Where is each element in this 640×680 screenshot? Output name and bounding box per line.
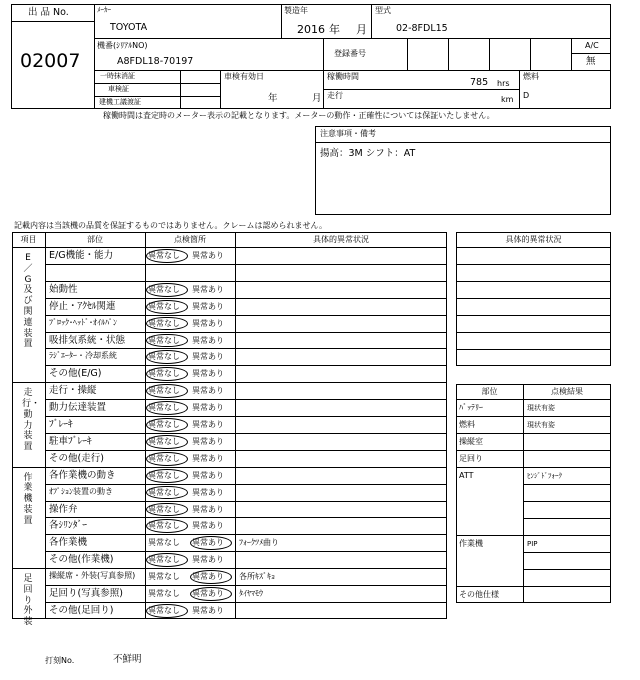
selected-status-circle [146,418,188,432]
section-title: 走行・動力装置 [22,388,41,453]
status-abnormal: 異常あり [192,504,224,514]
selected-status-circle [146,435,188,449]
table-row-part: ﾗｼﾞｴｰﾀｰ・冷却系統 [49,351,117,361]
status-normal: 異常なし [148,605,180,615]
table-row-part: ﾌﾞﾚｰｷ [49,419,73,430]
result-row-part: 作業機 [459,539,483,548]
result-header-part: 部位 [481,387,498,396]
registration-label: 登録番号 [334,49,366,58]
table-row-part: 吸排気系統・状態 [49,334,126,346]
status-normal: 異常なし [148,420,180,429]
table-row-part: 走行・操縦 [49,385,97,397]
result-row-value: 現状有姿 [527,421,555,429]
month-unit: 月 [356,23,367,36]
table-row-part: その他(走行) [49,452,104,464]
status-abnormal: 異常あり [192,386,224,396]
status-normal: 異常なし [148,352,180,362]
ac-value: 無 [586,56,596,67]
serial-label: 機番(ｼﾘｱﾙNO) [97,41,148,50]
status-normal: 異常なし [148,504,180,514]
status-abnormal: 異常あり [192,538,224,548]
stamp-number-value: 不鮮明 [113,654,142,665]
table-row-detail: ﾀｲﾔﾏﾓｳ [239,589,263,598]
table-row-part: その他(足回り) [49,604,114,616]
selected-status-circle [146,401,188,415]
status-normal: 異常なし [148,453,180,463]
maker: TOYOTA [110,22,148,33]
table-row-part: 始動性 [49,283,78,295]
status-normal: 異常なし [148,403,180,413]
table-header-1: 部位 [87,235,103,244]
selected-status-circle [146,553,188,567]
model: 02-8FDL15 [396,23,448,34]
table-row-part: 停止・ｱｸｾﾙ関連 [49,300,116,312]
table-row-detail: ﾌｫｰｸﾂﾒ曲り [239,538,279,548]
status-abnormal: 異常あり [192,284,224,294]
selected-status-circle [146,469,188,483]
status-normal: 異常なし [148,251,180,260]
section-title: 足回り外装 [23,574,33,628]
selected-status-circle [146,452,188,466]
status-normal: 異常なし [148,572,180,582]
cert-label-2: 車検証 [108,85,129,93]
status-abnormal: 異常あり [192,521,224,531]
status-normal: 異常なし [148,487,180,497]
inspection-label: 車検有効日 [224,72,264,81]
lot-number-label: 出 品 No. [28,7,69,18]
status-abnormal: 異常あり [192,453,224,463]
remarks-label: 注意事項・備考 [320,129,376,138]
year-unit: 年 [329,23,340,36]
selected-status-circle [146,283,188,297]
status-abnormal: 異常あり [192,420,224,429]
status-abnormal: 異常あり [192,436,224,446]
status-normal: 異常なし [148,538,180,548]
model-label: 型式 [375,6,391,15]
fuel-label: 燃料 [523,72,539,81]
table-row-part: ｵﾌﾟｼｮﾝ装置の動き [49,486,113,496]
result-header-result: 点検結果 [551,387,583,396]
table-row-detail: 各所ｷｽﾞｷｮ [239,572,275,582]
status-abnormal: 異常あり [192,572,224,582]
section-title: E／G及び関連装置 [23,253,33,350]
status-abnormal: 異常あり [192,318,224,328]
selected-status-circle [146,604,188,618]
serial: A8FDL18-70197 [117,56,194,67]
result-row-value: PIP [527,540,538,548]
table-row-part: 足回り(写真参照) [49,588,123,599]
selected-status-circle [146,300,188,314]
result-row-part: ATT [459,471,474,480]
result-row-part: 燃料 [459,420,475,429]
year-label: 製造年 [284,6,308,15]
hours: 785 [470,77,489,88]
table-row-part: 動力伝達装置 [49,402,107,414]
fuel: D [523,91,530,100]
table-row-part: 各作業機 [49,537,88,549]
table-header-2: 点検箇所 [174,235,206,244]
selected-status-circle [146,384,188,398]
table-row-part: 操縦席・外装(写真参照) [49,571,136,581]
selected-status-circle [190,570,232,584]
table-row-part: 駐車ﾌﾞﾚｰｷ [49,435,92,447]
status-normal: 異常なし [148,284,180,294]
status-abnormal: 異常あり [192,605,224,615]
remarks-text: 揚高：3M シフト：AT [320,148,416,159]
km-label: 走行 [327,91,343,100]
table-row-part: その他(作業機) [49,554,114,566]
status-abnormal: 異常あり [192,555,224,565]
inspection-year-unit: 年 [268,93,278,104]
selected-status-circle [190,587,232,601]
table-row-part: 各ｼﾘﾝﾀﾞｰ [49,520,88,532]
status-abnormal: 異常あり [192,403,224,413]
remarks-box [315,126,611,215]
result-row-part: ﾊﾞｯﾃﾘｰ [459,403,483,412]
status-normal: 異常なし [148,555,180,565]
table-row-part: 操作弁 [49,503,78,515]
result-row-part: 足回り [459,454,483,463]
status-abnormal: 異常あり [192,251,224,260]
status-normal: 異常なし [148,521,180,531]
status-normal: 異常なし [148,318,180,328]
hours-notice: 稼働時間は査定時のメーター表示の記載となります。メーターの動作・正確性については保証いたしません。 [103,111,495,120]
ac-label: A/C [585,41,599,50]
result-row-value: ﾋﾝｼﾞﾄﾞﾌｫｰｸ [527,472,562,480]
table-header-0: 項目 [20,235,37,244]
cert-label-1: 一時抹消証 [100,72,135,80]
side-table-header: 具体的異常状況 [505,235,562,244]
result-row-value: 現状有姿 [527,404,555,412]
hours-unit: hrs [497,79,510,88]
status-normal: 異常なし [148,335,180,345]
status-abnormal: 異常あり [192,589,224,598]
status-normal: 異常なし [148,386,180,396]
status-normal: 異常なし [148,470,180,480]
stamp-number-label: 打刻No. [45,656,75,665]
status-normal: 異常なし [148,301,180,311]
table-row-part: その他(E/G) [49,368,102,380]
year: 2016 [297,23,325,36]
status-normal: 異常なし [148,436,180,446]
status-abnormal: 異常あり [192,470,224,480]
section-title: 作業機装置 [23,472,33,526]
status-abnormal: 異常あり [192,352,224,362]
result-row-part: その他仕様 [459,590,499,599]
status-normal: 異常なし [148,589,180,598]
km-unit: km [501,95,514,104]
header-block [11,4,611,109]
hours-label: 稼働時間 [327,72,359,81]
status-abnormal: 異常あり [192,369,224,379]
table-row-part: ﾌﾞﾛｯｸ･ﾍｯﾄﾞ･ｵｲﾙﾊﾟﾝ [49,317,117,327]
result-row-part: 操縦室 [459,437,483,446]
status-abnormal: 異常あり [192,301,224,311]
disclaimer: 記載内容は当該機の品質を保証するものではありません。クレームは認められません。 [14,221,327,230]
status-abnormal: 異常あり [192,335,224,345]
inspection-month-unit: 月 [312,93,322,104]
status-abnormal: 異常あり [192,487,224,497]
maker-label: ﾒｰｶｰ [97,6,111,14]
table-row-part: 各作業機の動き [49,469,116,481]
selected-status-circle [146,249,188,263]
table-header-3: 具体的異常状況 [313,235,369,244]
status-normal: 異常なし [148,369,180,379]
table-row-part: E/G機能・能力 [49,250,114,261]
lot-number: 02007 [20,50,81,72]
cert-label-3: 建機工議渡証 [99,98,141,106]
